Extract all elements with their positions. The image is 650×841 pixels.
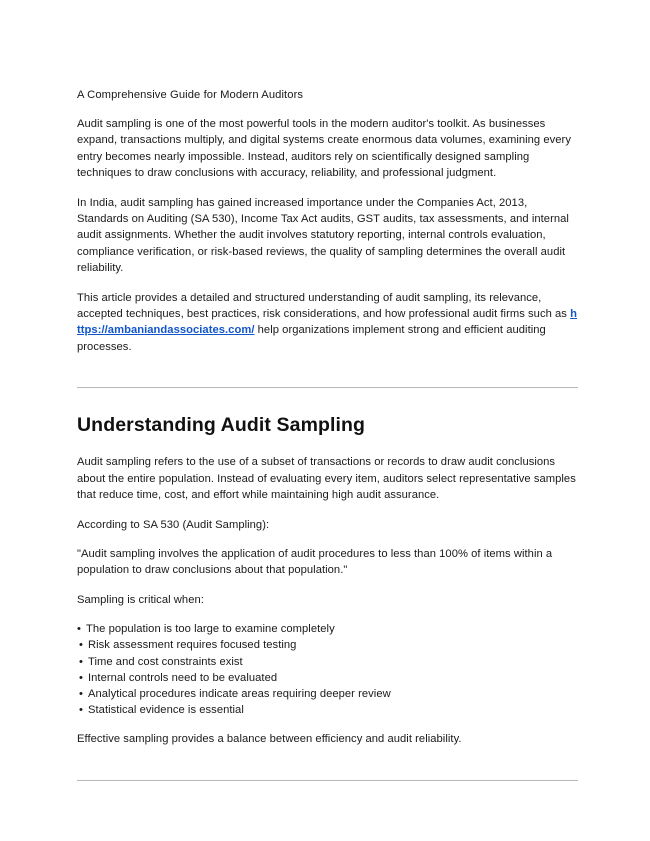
list-item <box>79 670 578 686</box>
intro-paragraph-2: In India, audit sampling has gained increased importance under the Companies Act, 2013, Standards on Auditing (SA 530), Income Tax Act audits, GST audits, tax assessments, and internal audit assignments. Whether the audit involves statutory reporting, internal controls evaluation, compliance verification, or risk-based reviews, the quality of sampling determines the overall audit reliability. <box>77 196 569 275</box>
document-subtitle: A Comprehensive Guide for Modern Auditors <box>77 89 304 101</box>
link-paragraph-text-after: help organizations implement strong and efficient auditing processes. <box>77 324 546 353</box>
rule-spacer-bottom <box>77 388 578 413</box>
list-item <box>77 621 578 637</box>
section-heading-understanding-audit-sampling: Understanding Audit Sampling <box>77 414 366 437</box>
bullet-icon: • <box>79 655 83 668</box>
ambani-associates-link[interactable]: https://ambaniandassociates.com/ <box>77 308 577 337</box>
section-closing-paragraph: Effective sampling provides a balance between efficiency and audit reliability. <box>77 733 462 746</box>
list-item <box>79 654 578 670</box>
list-item-label: Risk assessment requires focused testing <box>88 639 297 652</box>
rule-spacer-bottom-section <box>77 761 578 780</box>
link-paragraph <box>77 290 578 356</box>
section-paragraph-2: According to SA 530 (Audit Sampling): <box>77 518 270 531</box>
document-content <box>77 88 578 781</box>
list-intro-text: Sampling is critical when: <box>77 593 204 606</box>
list-item-label: Statistical evidence is essential <box>88 704 244 717</box>
list-item-label: The population is too large to examine completely <box>86 623 335 636</box>
link-paragraph-text-before: This article provides a detailed and structured understanding of audit sampling, its relevance, accepted techniques, best practices, risk considerations, and how professional audit firms such as <box>77 291 571 321</box>
sa-530-quote: "Audit sampling involves the application of audit procedures to less than 100% of items within a population to draw conclusions about that population." <box>77 547 553 577</box>
bullet-icon: • <box>77 623 81 636</box>
list-item <box>79 702 578 718</box>
list-item-label: Time and cost constraints exist <box>88 655 243 668</box>
rule-spacer-top <box>77 368 578 387</box>
bullet-icon: • <box>79 704 83 717</box>
section-paragraph-1: Audit sampling refers to the use of a subset of transactions or records to draw audit conclusions about the entire population. Instead of evaluating every item, auditors select representative samples that reduce time, cost, and effort while maintaining high audit assurance. <box>77 456 576 502</box>
list-item <box>79 637 578 653</box>
list-item <box>79 686 578 702</box>
list-item-label: Analytical procedures indicate areas requiring deeper review <box>88 687 391 700</box>
bullet-icon: • <box>79 687 83 700</box>
intro-paragraph-1: Audit sampling is one of the most powerful tools in the modern auditor's toolkit. As businesses expand, transactions multiply, and digital systems create enormous data volumes, examining every entry becomes nearly impossible. Instead, auditors rely on scientifically designed sampling techniques to draw conclusions with accuracy, reliability, and professional judgment. <box>77 118 571 180</box>
bullet-icon: • <box>79 671 83 684</box>
bullet-icon: • <box>79 639 83 652</box>
list-item-label: Internal controls need to be evaluated <box>88 671 278 684</box>
section-divider-bottom <box>77 780 578 781</box>
sampling-criteria-list <box>77 621 578 718</box>
